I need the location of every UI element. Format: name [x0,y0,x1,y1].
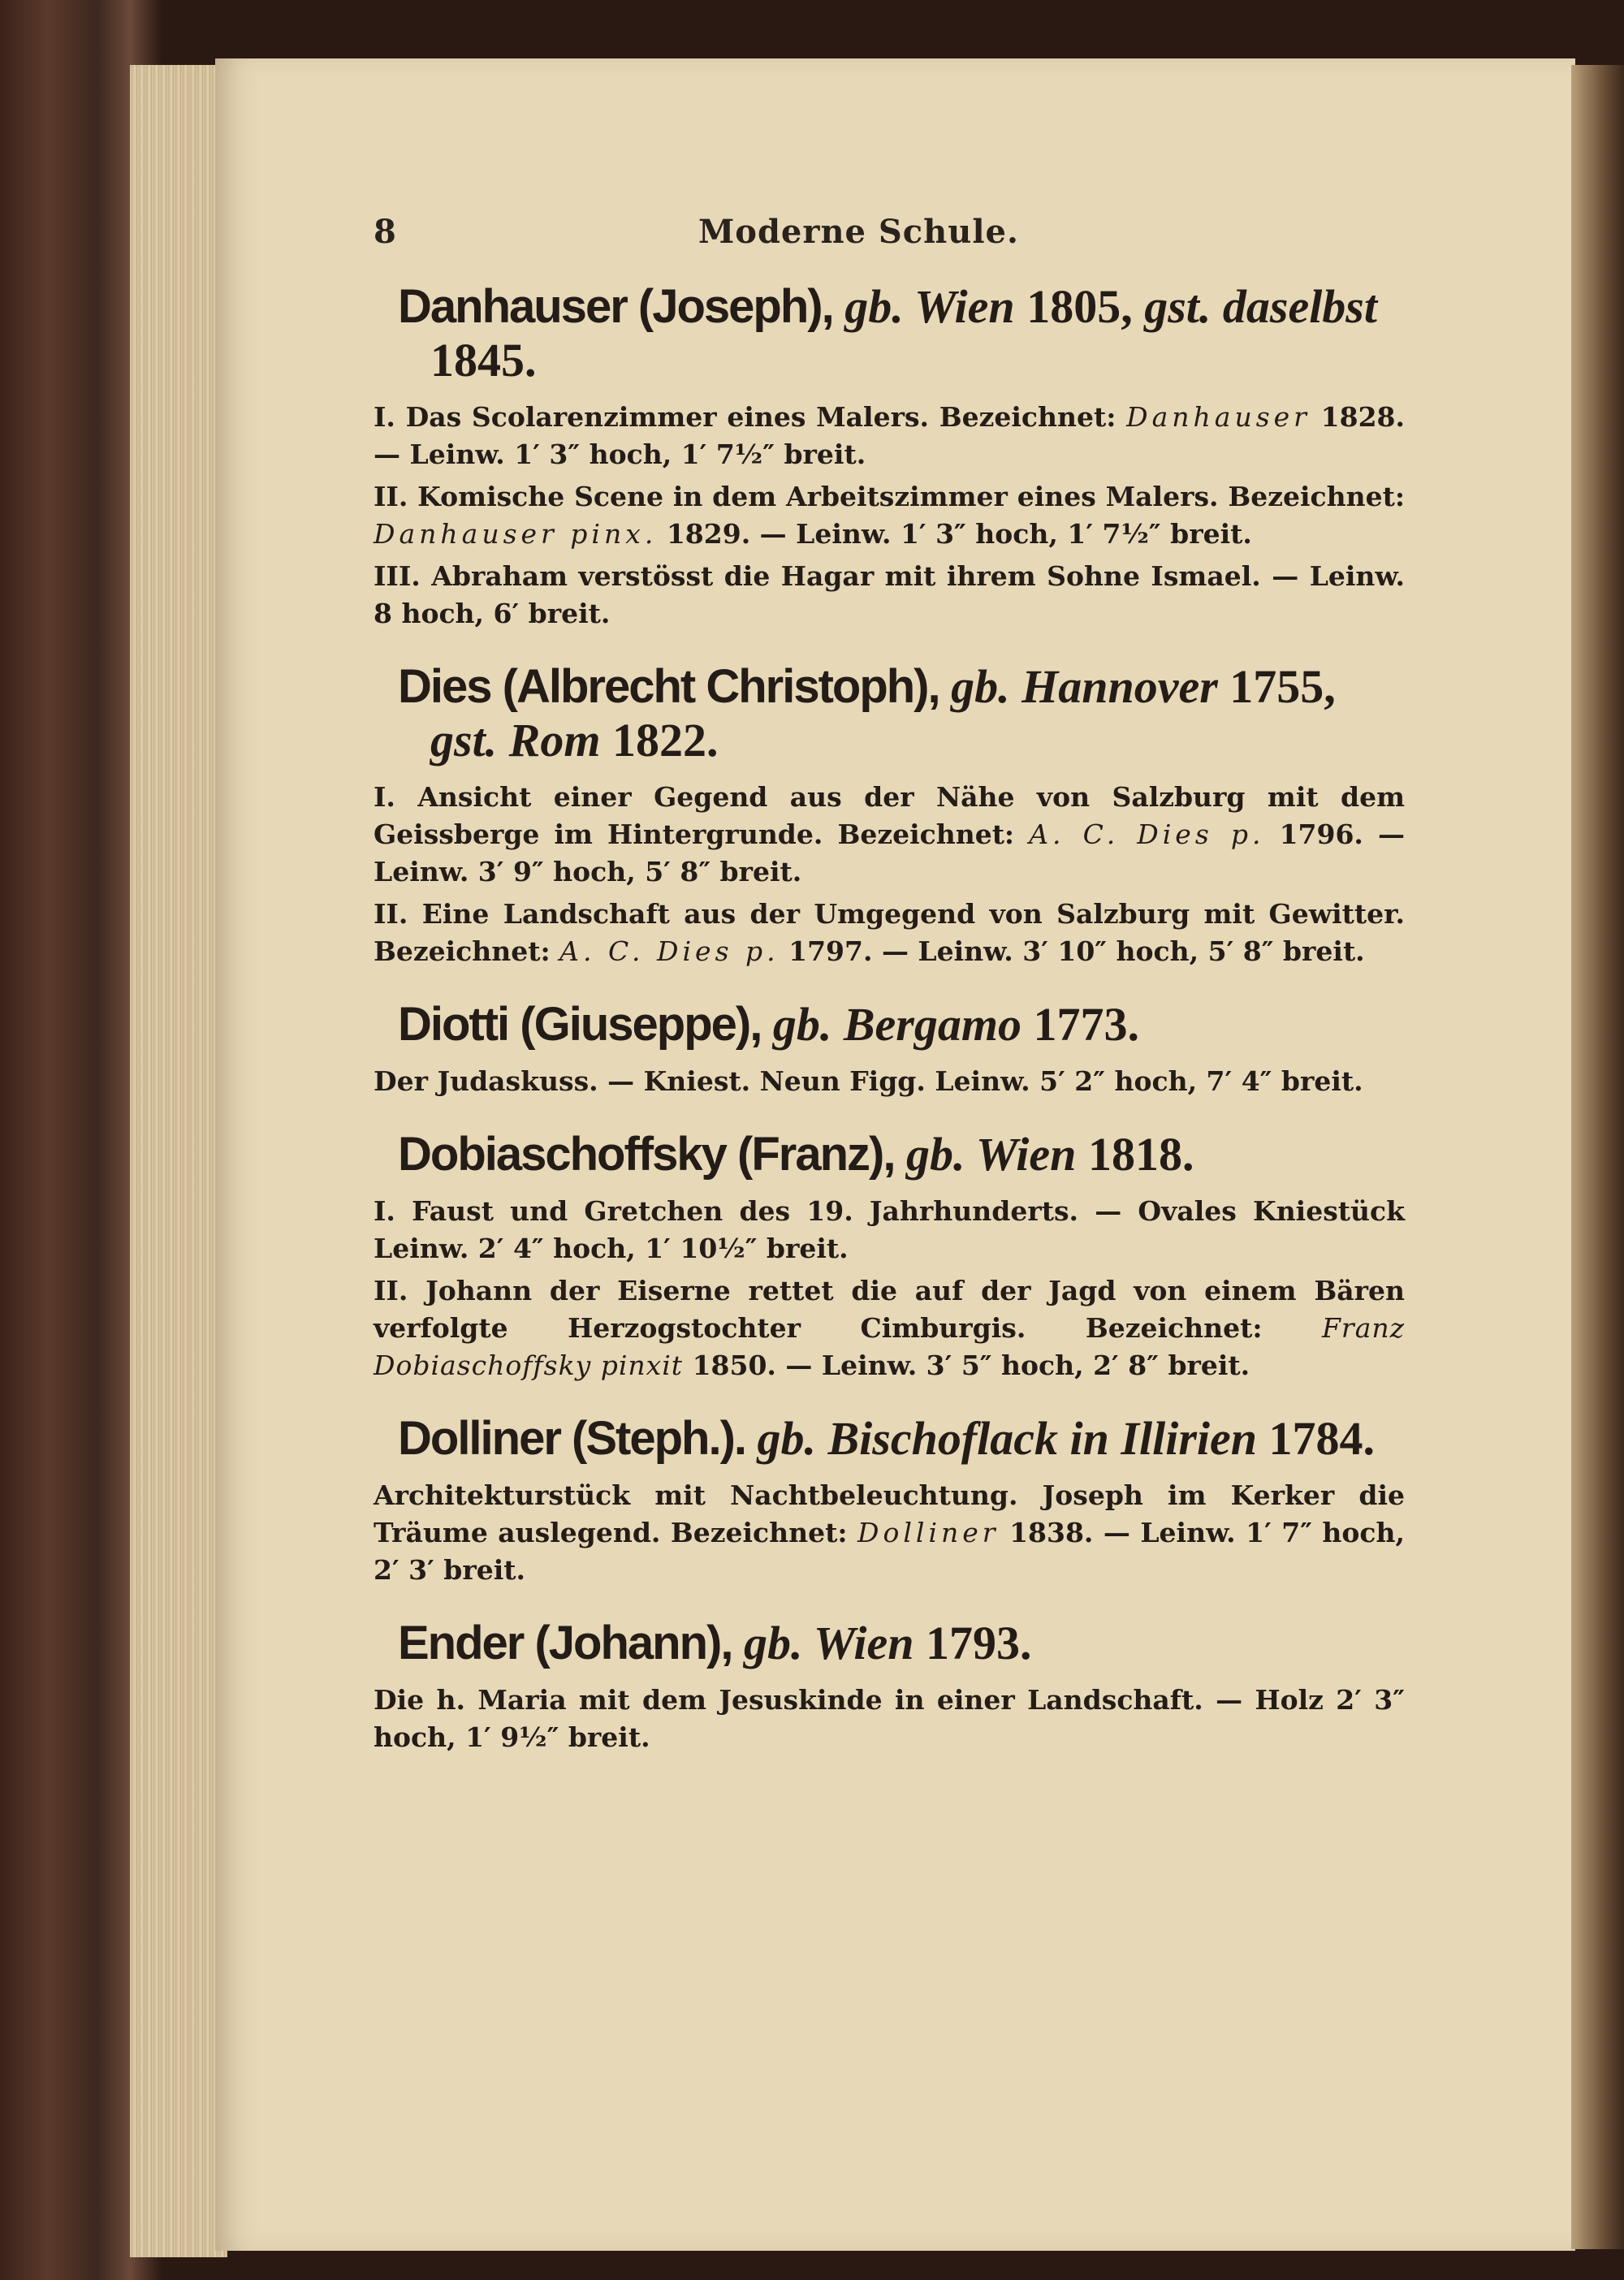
work-entry: II. Komische Scene in dem Arbeitszimmer eines Malers. Bezeichnet: Danhauser pinx. 1829. — Leinw. 1′ 3″ hoch, 1′ 7½″ breit. [374,481,1405,550]
death-year: 1845. [430,334,537,386]
artist-entry [374,1128,1405,1384]
artist-name: Dobiaschoffsky (Franz), [398,1128,895,1181]
artist-name: Danhauser (Joseph), [398,280,833,333]
signature: A. C. Dies p. [1029,818,1265,850]
page-edges [130,65,227,2257]
death-year: 1822. [612,714,719,766]
signature: Franz Dobiaschoffsky pinxit [374,1312,1406,1381]
artist-heading [374,998,1405,1051]
artist-name: Dies (Albrecht Christoph), [398,660,939,713]
artist-entry [374,998,1405,1100]
work-entry: Die h. Maria mit dem Jesuskinde in einer Landschaft. — Holz 2′ 3″ hoch, 1′ 9½″ breit. [374,1684,1405,1753]
work-entry: Architekturstück mit Nachtbeleuchtung. Joseph im Kerker die Träume auslegend. Bezeichnet: Dolliner 1838. — Leinw. 1′ 7″ hoch, 2′ 3′ breit. [374,1479,1406,1586]
birth-year: 1793. [925,1617,1032,1669]
artist-name: Diotti (Giuseppe), [398,998,762,1051]
birth-year: 1755, [1229,660,1336,713]
birth-place: gb. Wien [844,280,1015,333]
work-entry: Der Judaskuss. — Kniest. Neun Figg. Leinw. 5′ 2″ hoch, 7′ 4″ breit. [374,1065,1363,1097]
birth-year: 1818. [1087,1128,1194,1181]
artist-entry [374,1412,1405,1589]
birth-year: 1805, [1026,280,1133,333]
signature: A. C. Dies p. [559,935,780,967]
signature: Danhauser pinx. [374,518,658,550]
work-entry: I. Faust und Gretchen des 19. Jahrhunderts. — Ovales Kniestück Leinw. 2′ 4″ hoch, 1′ 10½″ breit. [374,1195,1405,1264]
signature: Dolliner [857,1517,1000,1548]
signature: Danhauser [1126,401,1311,433]
work-entry: I. Das Scolarenzimmer eines Malers. Bezeichnet: Danhauser 1828. — Leinw. 1′ 3″ hoch, 1′ 7½″ breit. [374,401,1405,470]
work-entry: III. Abraham verstösst die Hagar mit ihrem Sohne Ismael. — Leinw. 8 hoch, 6′ breit. [374,560,1405,629]
page-gutter-shadow [1571,65,1624,2249]
birth-year: 1784. [1268,1412,1376,1465]
page-number: 8 [374,213,396,251]
work-entry: II. Johann der Eiserne rettet die auf der Jagd von einem Bären verfolgte Herzogstochter Cimburgis. Bezeichnet: Franz Dobiaschoffsky pinxit 1850. — Leinw. 3′ 5″ hoch, 2′ 8″ breit. [374,1275,1406,1381]
birth-year: 1773. [1033,998,1139,1051]
artist-heading [374,1617,1405,1670]
birth-place: gb. Hannover [951,660,1218,713]
artist-entry [374,280,1405,633]
artist-heading [374,280,1405,387]
artist-name: Dolliner (Steph.). [398,1412,745,1465]
artist-entry [374,1617,1405,1756]
birth-place: gb. Bischoflack in Illirien [757,1412,1258,1465]
artist-heading [374,660,1405,767]
running-title: Moderne Schule. [698,213,1019,251]
work-entry: I. Ansicht einer Gegend aus der Nähe von Salzburg mit dem Geissberge im Hintergrunde. Bezeichnet: A. C. Dies p. 1796. — Leinw. 3′ 9″ hoch, 5′ 8″ breit. [374,781,1405,887]
artist-heading [374,1128,1405,1181]
work-entry: II. Eine Landschaft aus der Umgegend von Salzburg mit Gewitter. Bezeichnet: A. C. Dies p. 1797. — Leinw. 3′ 10″ hoch, 5′ 8″ breit. [374,898,1405,967]
artist-entry [374,660,1405,970]
birth-place: gb. Wien [743,1617,914,1669]
artist-heading [374,1412,1405,1466]
death-place: gst. daselbst [1144,280,1377,333]
artist-name: Ender (Johann), [398,1617,732,1669]
birth-place: gb. Bergamo [772,998,1021,1051]
birth-place: gb. Wien [905,1128,1077,1181]
death-place: gst. Rom [430,714,601,766]
catalog-content [374,280,1405,1784]
